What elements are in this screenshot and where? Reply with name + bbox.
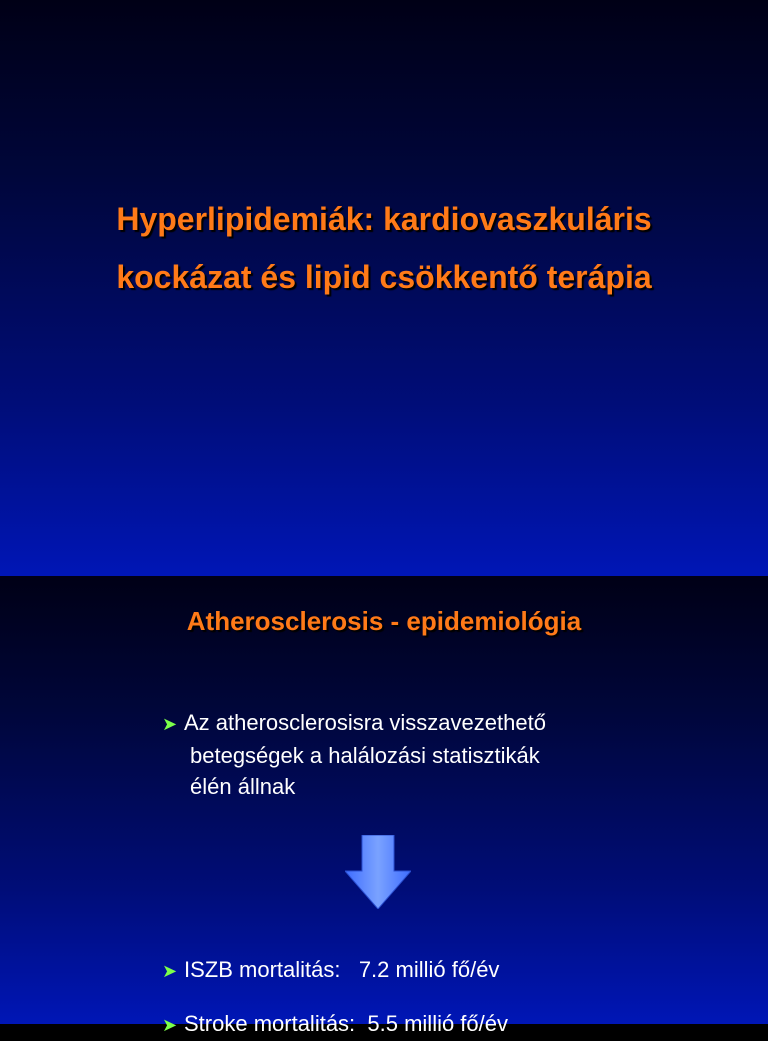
bullet-item-iszb-mortality xyxy=(162,954,499,987)
bullet1-line1: Az atherosclerosisra visszavezethető xyxy=(184,710,546,735)
green-arrow-bullet-icon: ➤ xyxy=(162,1015,178,1035)
bullet-item-stroke-mortality xyxy=(162,1008,508,1041)
green-arrow-bullet-icon: ➤ xyxy=(162,961,178,981)
bullet1-line3: élén állnak xyxy=(190,774,296,799)
slide2-title: Atherosclerosis - epidemiológia xyxy=(186,606,582,636)
slide1-title-line2: kockázat és lipid csökkentő terápia xyxy=(116,259,652,295)
down-arrow-icon xyxy=(345,835,411,909)
bullet2-text: ISZB mortalitás: 7.2 millió fő/év xyxy=(184,957,500,982)
bullet3-text: Stroke mortalitás: 5.5 millió fő/év xyxy=(184,1011,509,1036)
bullet1-line2: betegségek a halálozási statisztikák xyxy=(190,743,540,768)
slide1-title-line1: Hyperlipidemiák: kardiovaszkuláris xyxy=(116,201,652,237)
green-arrow-bullet-icon: ➤ xyxy=(162,714,178,734)
slide1-title xyxy=(0,190,768,306)
bullet-item-atherosclerosis xyxy=(162,707,546,802)
